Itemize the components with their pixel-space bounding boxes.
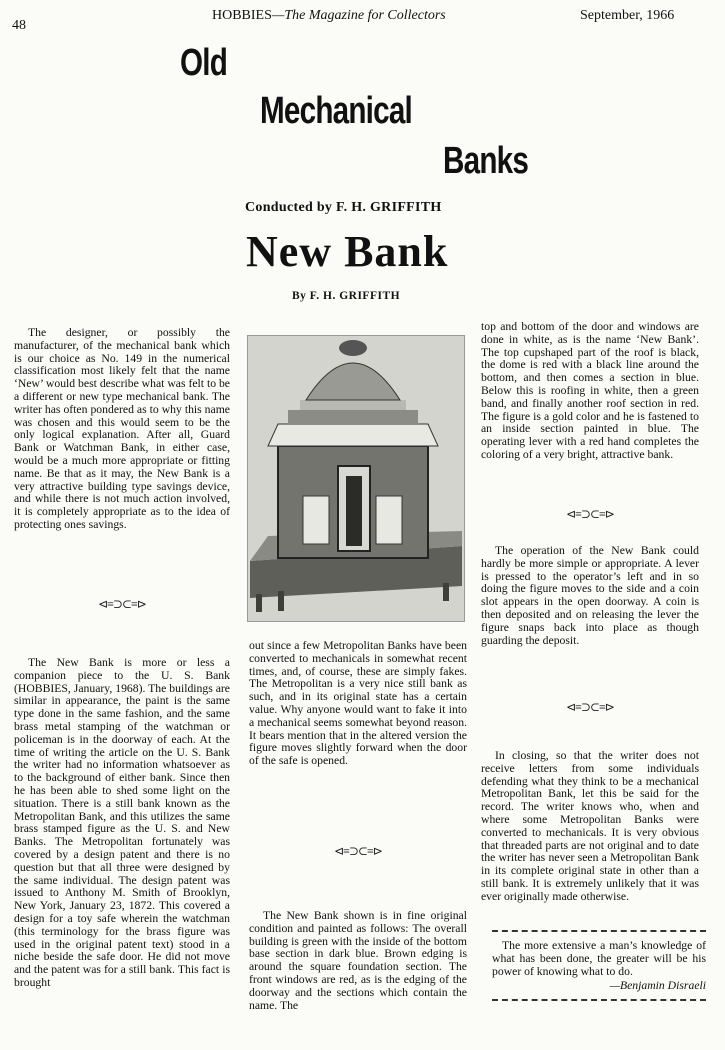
column-2-top [249,640,467,768]
paragraph: The operation of the New Bank could hardly be more simple or appropriate. A lever is pressed to the operator’s left and in so doing the figure moves to the side and a coin slot appears in the open doorway. A coin is then deposited and on releasing the lever the figure snaps back into place as though guarding the deposit. [481,544,699,647]
conducted-by: Conducted by F. H. GRIFFITH [245,200,442,215]
paragraph: In closing, so that the writer does not receive letters from some individuals defending what they think to be a mechanical Metropolitan Bank, let this be said for the record. The writer knows who, when and where some Metropolitan Banks were converted to mechanicals. It is very obvious that threaded parts are not original and to date the writer has never seen a Metropolitan Bank in its complete original state in other than a still bank. It is extremely unlikely that it was ever originally made otherwise. [481,749,699,903]
department-title-old: Old [180,42,228,84]
paragraph: out since a few Metropolitan Banks have been converted to mechanicals in somewhat recent times, and, of course, these are simply fakes. The Metropolitan is a very nice still bank as such, and in its original state has a certain value. Why anyone would want to fake it into a mechanical seems somewhat beyond reason. It bears mention that in the altered version the figure moves slightly forward when the door of the safe is opened. [249,639,467,768]
quote-box [492,930,706,1001]
paragraph: The designer, or possibly the manufacturer, of the mechanical bank which is our choice as No. 149 in the numerical classification most likely felt that the name ‘New’ would best describe what was felt to be a different or new type mechanical bank. The writer has often pondered as to why this name was chosen and this would seem to be the only logical explanation. After all, Guard Bank or Watchman Bank, in either case, would be a much more appropriate or fitting name. Be that as it may, the New Bank is a very attractive building type savings device, and while there is not much action involved, it is completely appropriate as to the idea of protecting ones savings. [14,326,230,531]
paragraph: The New Bank shown is in fine original condition and painted as follows: The overall building is green with the inside of the bottom base section in dark blue. Brown edging is around the square foundation section. The front windows are red, as is the edging of the doorway and the sections which contain the name. The [249,909,467,1012]
column-1-bottom [14,657,230,990]
quote-attribution: —Benjamin Disraeli [609,979,706,993]
ornament-divider: ⊲≡⊃⊂≡⊳ [98,597,146,611]
new-bank-illustration [248,336,464,621]
running-header [212,8,446,24]
column-3-bottom [481,750,699,904]
ornament-divider: ⊲≡⊃⊂≡⊳ [334,844,382,858]
column-2-bottom [249,910,467,1012]
column-1-top [14,327,230,532]
column-3-middle [481,545,699,647]
quote-text: The more extensive a man’s knowledge of what has been done, the greater will be his power of knowing what to do. [492,939,706,978]
issue-date: September, 1966 [580,8,675,23]
department-title-mechanical: Mechanical [260,90,413,132]
paragraph: The New Bank is more or less a companion piece to the U. S. Bank (HOBBIES, January, 1968). The buildings are similar in appearance, the paint is the same type done in the same fashion, and the same brass metal stamping of the watchman or policeman is in the doorway of each. At the time of writing the article on the U. S. Bank the writer had no information whatsoever as to the background of either bank. Since then he has been able to shed some light on the situation. There is a still bank known as the Metropolitan Bank, and this utilizes the same brass stamped figure as the U. S. and New Banks. The Metropolitan fortunately was covered by a design patent and there is no question but that all three were designed by the same individual. The design patent was issued to Anthony M. Smith of Brooklyn, New York, January 23, 1872. This covered a design for a toy safe wherein the watchman (this terminology for the brass figure was used in the original patent text) stood in a niche beside the safe door. He did not move and the patent was for a still bank. This fact is brought [14,656,230,989]
ornament-divider: ⊲≡⊃⊂≡⊳ [566,507,614,521]
column-3-top [481,321,699,462]
magazine-tagline: —The Magazine for Collectors [271,8,446,23]
ornament-divider: ⊲≡⊃⊂≡⊳ [566,700,614,714]
page-number: 48 [12,18,26,33]
byline: By F. H. GRIFFITH [292,290,401,302]
magazine-name: HOBBIES [212,8,272,23]
department-title-banks: Banks [443,140,529,182]
article-title: New Bank [246,227,449,276]
bank-photo [247,335,465,622]
paragraph: top and bottom of the door and windows are done in white, as is the name ‘New Bank’. The top cupshaped part of the roof is black, the dome is red with a black line around the bottom, and then comes a section in blue. Below this is roofing in white, then a green band, and finally another roof section in red. The figure is a gold color and he is fastened to an inside section painted in blue. The operating lever with a red hand completes the coloring of a very bright, attractive bank. [481,320,699,461]
